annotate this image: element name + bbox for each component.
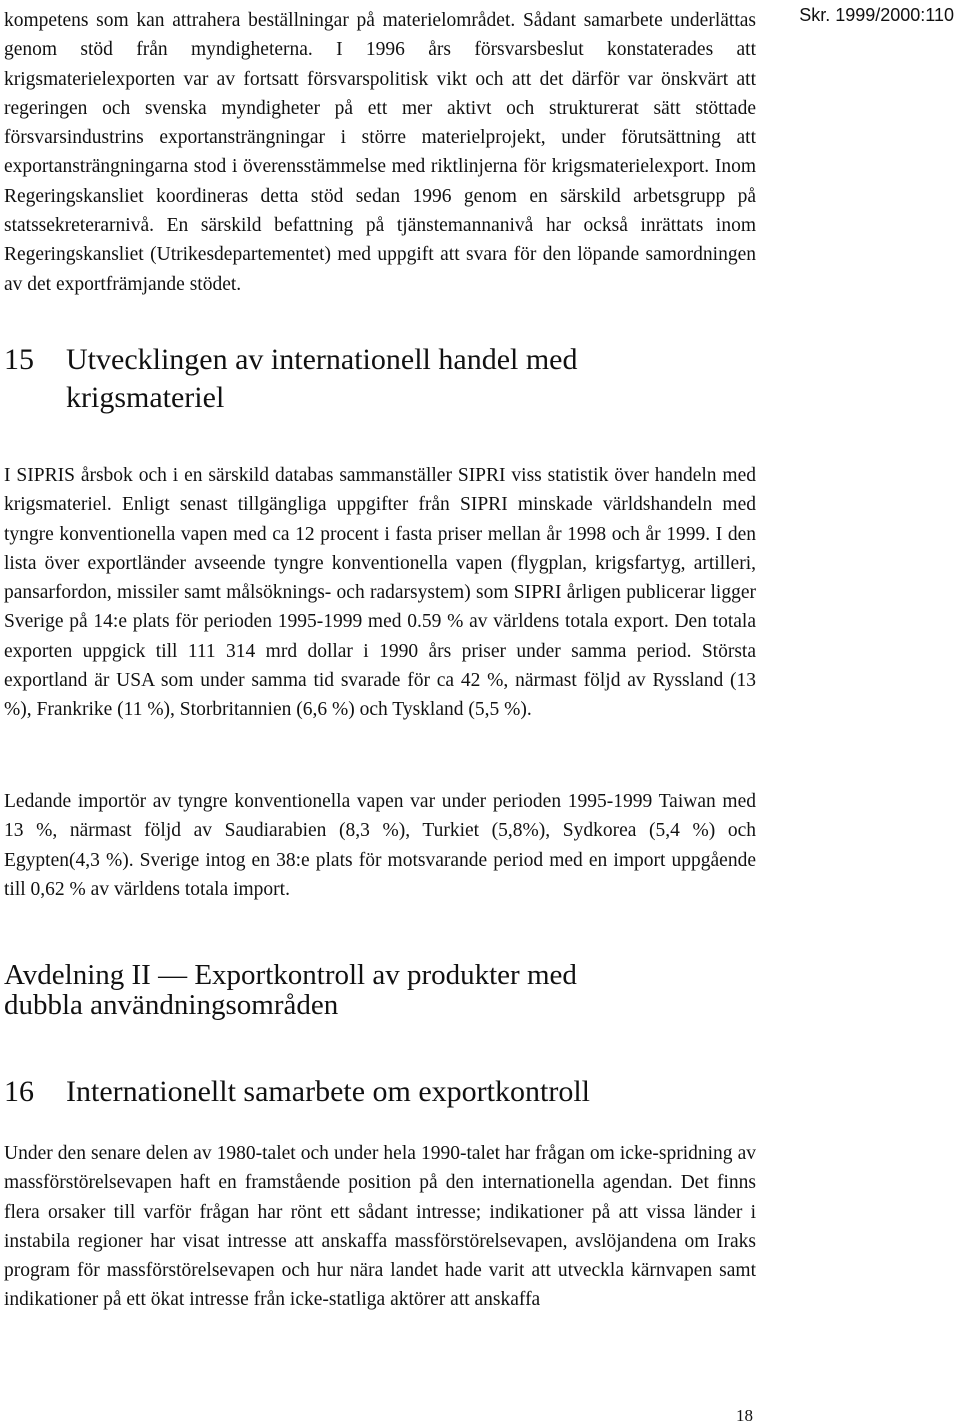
section-15-heading xyxy=(4,341,756,417)
document-reference: Skr. 1999/2000:110 xyxy=(799,5,954,25)
section-15-paragraph-1: I SIPRIS årsbok och i en särskild databas sammanställer SIPRI viss statistik över handeln med krigsmateriel. Enligt senast tillgängliga uppgifter från SIPRI minskade världshandeln med tyngre konventionella vapen med ca 12 procent i fasta priser mellan år 1998 och år 1999. I den lista över exportländer avseende tyngre konventionella vapen (flygplan, krigsfartyg, artilleri, pansarfordon, missiler samt målsöknings- och radarsystem) som SIPRI årligen publicerar ligger Sverige på 14:e plats för perioden 1995-1999 med 0.59 % av världens totala export. Den totala exporten uppgick till 111 314 mrd dollar i 1990 års priser under samma period. Största exportland är USA som under samma tid svarade för ca 42 %, närmast följd av Ryssland (13 %), Frankrike (11 %), Storbritannien (6,6 %) och Tyskland (5,5 %). xyxy=(4,465,756,721)
section-16-paragraph-1: Under den senare delen av 1980-talet och under hela 1990-talet har frågan om icke-spridning av massförstörelsevapen haft en framstående position på den internationella agendan. Det finns flera orsaker till varför frågan har rönt ett sådant intresse; indikationer på att vissa länder i instabila regioner har visat intresse att anskaffa massförstörelsevapen, avslöjandena om Iraks program för massförstörelsevapen och hur nära landet hade varit att utveckla kärnvapen samt indikationer på ett ökat intresse från icke-statliga aktörer att anskaffa xyxy=(4,1143,756,1311)
page-number: 18 xyxy=(736,1406,753,1425)
section-16-heading xyxy=(4,1073,756,1111)
section-15-number: 15 xyxy=(4,343,34,376)
intro-paragraph: kompetens som kan attrahera beställningar på materielområdet. Sådant samarbete underlättas genom stöd från myndigheterna. I 1996 års försvarsbeslut konstaterades att krigsmaterielexporten var av fortsatt försvarspolitisk vikt och att det därför var önskvärt att regeringen och svenska myndigheter på ett mer aktivt och strukturerat sätt stöttade försvarsindustrins exportansträngningar i större materielprojekt, under förutsättning att exportansträngningarna stod i överensstämmelse med riktlinjerna för krigsmaterielexport. Inom Regeringskansliet koordineras detta stöd sedan 1996 genom en särskild arbetsgrupp på statssekreterarnivå. En särskild befattning på tjänstemannanivå har också inrättats inom Regeringskansliet (Utrikesdepartementet) med uppgift att svara för den löpande samordningen av det exportfrämjande stödet. xyxy=(4,10,756,295)
section-15-paragraph-2: Ledande importör av tyngre konventionella vapen var under perioden 1995-1999 Taiwan med 13 %, närmast följd av Saudiarabien (8,3 %), Turkiet (5,8%), Sydkorea (5,4 %) och Egypten(4,3 %). Sverige intog en 38:e plats för motsvarande period med en import uppgående till 0,62 % av världens totala import. xyxy=(4,791,756,900)
division-2-title-line2: dubbla användningsområden xyxy=(4,989,339,1021)
section-15-title-line1: Utvecklingen av internationell handel med xyxy=(66,343,578,376)
division-2-heading xyxy=(4,960,756,1020)
section-15-title-line2: krigsmateriel xyxy=(66,381,225,414)
section-16-title: Internationellt samarbete om exportkontroll xyxy=(66,1075,591,1108)
section-16-number: 16 xyxy=(4,1075,34,1108)
division-2-title-line1: Avdelning II — Exportkontroll av produkter med xyxy=(4,959,577,991)
